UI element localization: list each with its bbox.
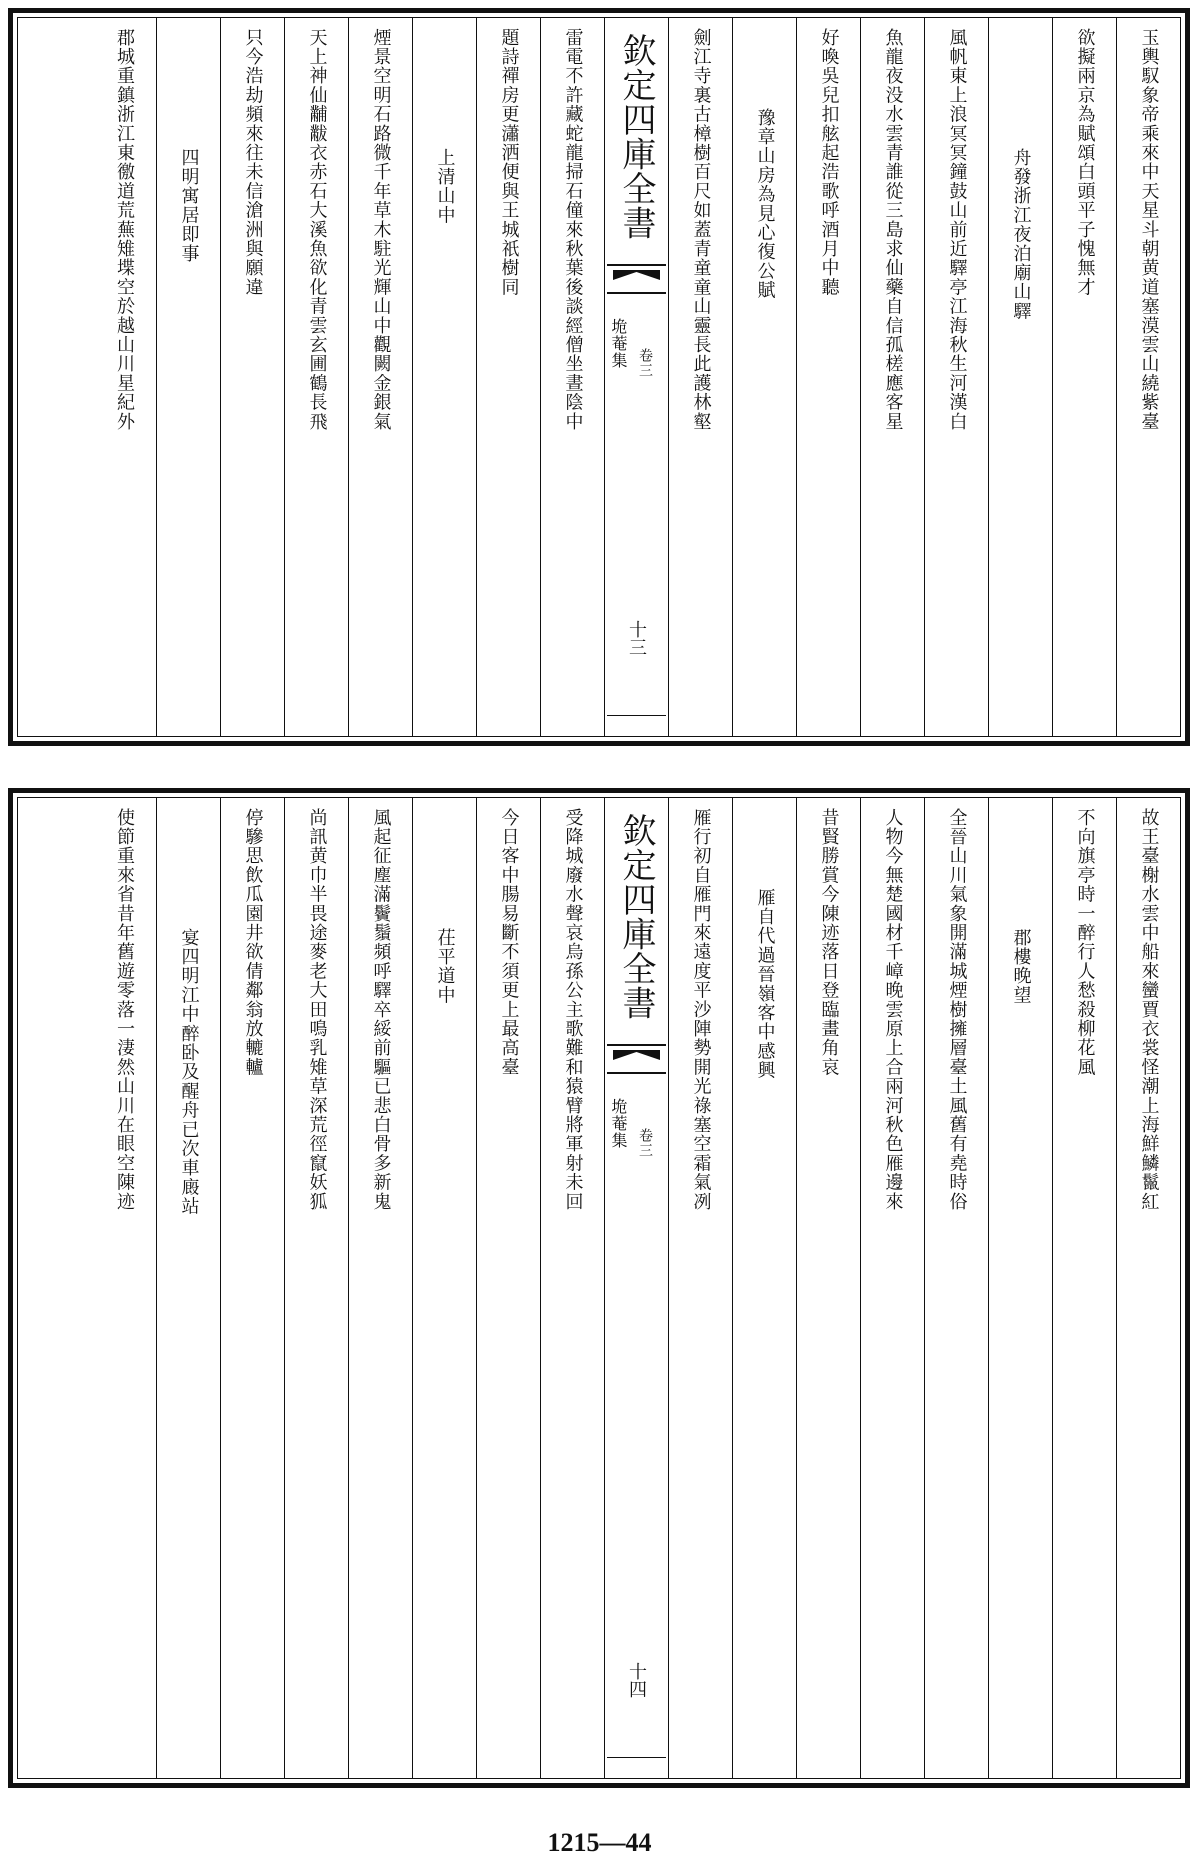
text-column (156, 798, 220, 1778)
fishtail-mark-icon (607, 1044, 666, 1074)
text-column (668, 798, 732, 1778)
poem-line: 雷電不許藏蛇龍掃石僮來秋葉後談經僧坐晝陰中 (562, 28, 584, 432)
page-top (8, 8, 1190, 746)
poem-line: 風帆東上浪冥冥鐘鼓山前近驛亭江海秋生河漢白 (946, 28, 968, 432)
text-column (540, 798, 604, 1778)
text-column (220, 798, 284, 1778)
text-column (988, 18, 1052, 736)
page-number: 1215—44 (547, 1828, 652, 1857)
center-fold (604, 18, 668, 736)
poem-line: 煙景空明石路微千年草木駐光輝山中觀闕金銀氣 (370, 28, 392, 432)
page-bottom-frame (17, 797, 1181, 1779)
text-column (156, 18, 220, 736)
book-title: 欽定四庫全書 (616, 812, 656, 1020)
text-column (348, 798, 412, 1778)
poem-line: 好喚吳兒扣舷起浩歌呼酒月中聽 (818, 28, 840, 297)
text-column (540, 18, 604, 736)
poem-title: 上清山中 (434, 148, 456, 225)
text-column (796, 798, 860, 1778)
text-column (1116, 798, 1180, 1778)
text-column (732, 798, 796, 1778)
poem-title: 豫章山房為見心復公賦 (754, 108, 776, 300)
text-column (284, 18, 348, 736)
poem-title: 舟發浙江夜泊廟山驛 (1010, 148, 1032, 321)
poem-line: 玉輿馭象帝乘來中天星斗朝黄道塞漠雲山繞紫臺 (1138, 28, 1160, 432)
text-column (92, 798, 156, 1778)
poem-line: 風起征塵滿鬢鬚頻呼驛卒綏前驅已悲白骨多新鬼 (370, 808, 392, 1212)
text-column (1116, 18, 1180, 736)
center-fold (604, 798, 668, 1778)
text-column (1052, 798, 1116, 1778)
text-column (860, 798, 924, 1778)
poem-line: 受降城廢水聲哀烏孫公主歌難和猿臂將軍射未回 (562, 808, 584, 1212)
poem-line: 今日客中腸易斷不須更上最高臺 (498, 808, 520, 1077)
text-column (476, 798, 540, 1778)
text-column (1052, 18, 1116, 736)
collection-name: 垝菴集 (609, 1098, 628, 1149)
text-column (988, 798, 1052, 1778)
poem-line: 題詩禪房更瀟洒便與王城祇樹同 (498, 28, 520, 297)
poem-line: 尚訊黄巾半畏途麥老大田鳴乳雉草深荒徑竄妖狐 (306, 808, 328, 1212)
text-column (284, 798, 348, 1778)
poem-line: 劍江寺裏古樟樹百尺如蓋青童童山靈長此護林壑 (690, 28, 712, 432)
folio-number: 十三 (626, 620, 647, 656)
collection-name: 垝菴集 (609, 318, 628, 369)
poem-line: 欲擬兩京為賦頌白頭平子愧無才 (1074, 28, 1096, 297)
poem-line: 故王臺榭水雲中船來蠻賈衣裳怪潮上海鮮鱗鬣紅 (1138, 808, 1160, 1212)
folio-number: 十四 (626, 1662, 647, 1698)
poem-title: 四明寓居即事 (178, 148, 200, 264)
text-column (732, 18, 796, 736)
poem-line: 不向旗亭時一醉行人愁殺柳花風 (1074, 808, 1096, 1077)
book-title: 欽定四庫全書 (616, 32, 656, 240)
fishtail-mark-icon (607, 264, 666, 294)
poem-line: 昔賢勝賞今陳迹落日登臨畫角哀 (818, 808, 840, 1077)
text-column (476, 18, 540, 736)
poem-line: 郡城重鎮浙江東徼道荒蕪雉堞空於越山川星紀外 (114, 28, 135, 432)
poem-title: 茌平道中 (434, 928, 456, 1005)
poem-line: 使節重來省昔年舊遊零落一淒然山川在眼空陳迹 (114, 808, 135, 1212)
poem-title: 宴四明江中醉卧及醒舟已次車廄站 (178, 928, 200, 1216)
poem-line: 人物今無楚國材千嶂晚雲原上合兩河秋色雁邊來 (882, 808, 904, 1212)
poem-line: 魚龍夜没水雲青誰從三島求仙藥自信孤槎應客星 (882, 28, 904, 432)
poem-title: 郡樓晚望 (1010, 928, 1032, 1005)
text-column (220, 18, 284, 736)
page-top-frame (17, 17, 1181, 737)
text-column (412, 798, 476, 1778)
volume-label: 卷三 (637, 1128, 653, 1158)
text-column (860, 18, 924, 736)
poem-line: 只今浩劫頻來往未信滄洲與願違 (242, 28, 264, 297)
text-column (924, 18, 988, 736)
text-column (348, 18, 412, 736)
folio-rule (607, 715, 666, 716)
poem-line: 停驂思飲瓜園井欲倩鄰翁放轆轤 (242, 808, 264, 1077)
page-bottom (8, 788, 1190, 1788)
text-column (924, 798, 988, 1778)
poem-line: 天上神仙黼黻衣赤石大溪魚欲化青雲玄圃鶴長飛 (306, 28, 328, 432)
text-column (92, 18, 156, 736)
text-column (796, 18, 860, 736)
poem-line: 雁行初自雁門來遠度平沙陣勢開光祿塞空霜氣冽 (690, 808, 712, 1212)
poem-title: 雁自代過晉嶺客中感興 (754, 888, 776, 1080)
poem-line: 全晉山川氣象開滿城煙樹擁層臺土風舊有堯時俗 (946, 808, 968, 1212)
text-column (412, 18, 476, 736)
volume-label: 卷三 (637, 348, 653, 378)
text-column (668, 18, 732, 736)
folio-rule (607, 1757, 666, 1758)
